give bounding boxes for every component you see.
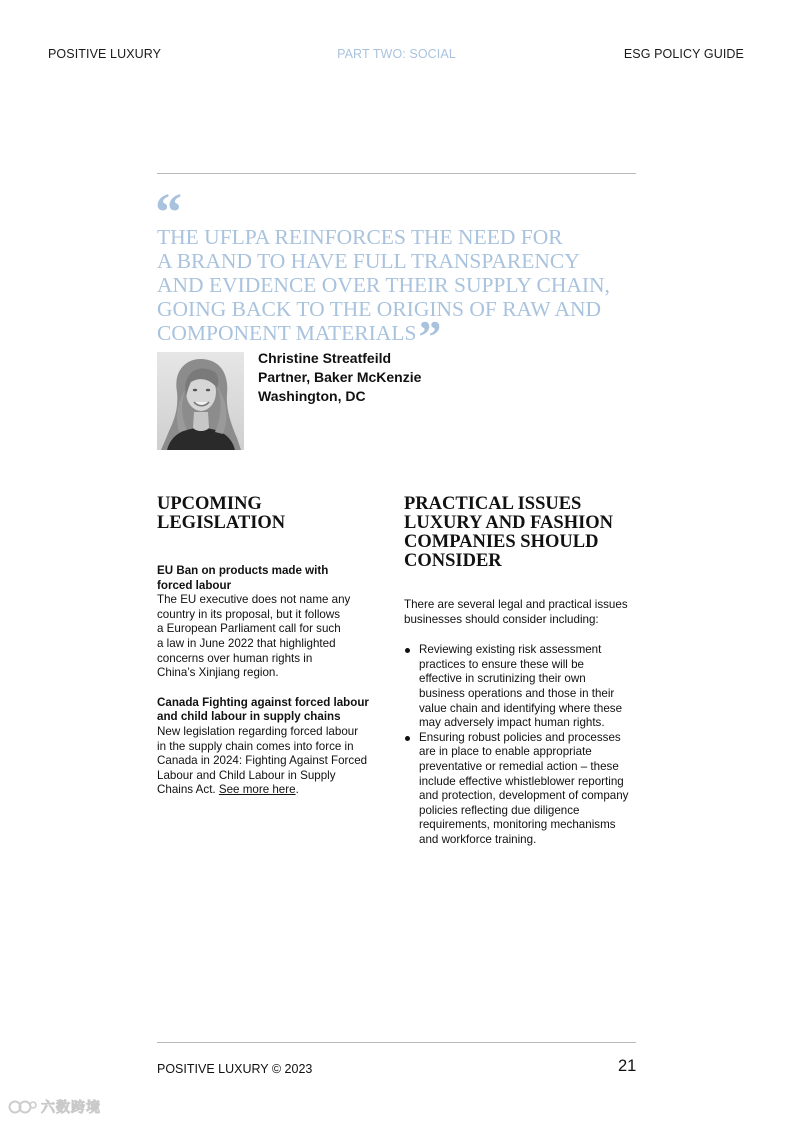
- eu-ban-body-line: China’s Xinjiang region.: [157, 666, 279, 680]
- canada-body-line: Canada in 2024: Fighting Against Forced: [157, 754, 368, 768]
- heading-line: LEGISLATION: [157, 513, 286, 533]
- practical-issues-section: [404, 495, 644, 848]
- bullet-line: policies reflecting due diligence: [419, 803, 580, 817]
- intro-line: businesses should consider including:: [404, 612, 599, 626]
- bullet-line: requirements, monitoring mechanisms: [419, 818, 616, 832]
- bullet-line: Reviewing existing risk assessment: [419, 643, 602, 657]
- footer-copyright: POSITIVE LUXURY © 2023: [157, 1062, 313, 1076]
- heading-line: LUXURY AND FASHION: [404, 513, 614, 533]
- bullet-line: Ensuring robust policies and processes: [419, 730, 621, 744]
- attribution-role: Partner, Baker McKenzie: [258, 369, 422, 385]
- intro-line: There are several legal and practical issues: [404, 598, 628, 611]
- canada-body-text: Chains Act.: [157, 783, 219, 797]
- bullet-line: and workforce training.: [419, 832, 537, 846]
- watermark: [8, 1097, 101, 1117]
- upcoming-legislation-section: [157, 495, 389, 798]
- bullet-line: effective in scrutinizing their own: [419, 672, 586, 686]
- bullet-line: include effective whistleblower reporting: [419, 774, 624, 788]
- quote-attribution: [258, 349, 421, 406]
- bullet-line: and protection, development of company: [419, 789, 629, 803]
- header-brand: POSITIVE LUXURY: [48, 47, 162, 61]
- heading-line: COMPANIES SHOULD: [404, 532, 599, 552]
- portrait-photo: [157, 352, 244, 450]
- bullet-line: business operations and those in their: [419, 686, 615, 700]
- watermark-logo-icon: [8, 1099, 38, 1115]
- practical-issues-list: [404, 643, 644, 847]
- bullet-icon: [405, 648, 410, 653]
- eu-ban-body-line: concerns over human rights in: [157, 651, 313, 665]
- bottom-divider: [157, 1042, 636, 1043]
- canada-title: and child labour in supply chains: [157, 710, 341, 724]
- bullet-line: value chain and identifying where these: [419, 701, 623, 715]
- heading-line: UPCOMING: [157, 494, 262, 514]
- bullet-line: practices to ensure these will be: [419, 657, 584, 671]
- eu-ban-title: EU Ban on products made with: [157, 564, 329, 577]
- header-section: PART TWO: SOCIAL: [337, 47, 456, 61]
- practical-issues-heading: [404, 495, 644, 571]
- bullet-icon: [405, 736, 410, 741]
- list-item: [404, 731, 644, 848]
- portrait-illustration: [157, 352, 244, 450]
- canada-block: [157, 696, 389, 798]
- eu-ban-body-line: The EU executive does not name any: [157, 593, 351, 607]
- eu-ban-body-line: a European Parliament call for such: [157, 622, 341, 636]
- list-item: [404, 643, 644, 731]
- canada-title: Canada Fighting against forced labour: [157, 695, 369, 709]
- heading-line: PRACTICAL ISSUES: [404, 494, 582, 514]
- quote-line: A BRAND TO HAVE FULL TRANSPARENCY: [157, 249, 580, 273]
- upcoming-legislation-heading: [157, 495, 389, 533]
- quote-line: THE UFLPA REINFORCES THE NEED FOR: [157, 225, 563, 249]
- watermark-text: 六数跨境: [41, 1099, 101, 1115]
- eu-ban-body-line: a law in June 2022 that highlighted: [157, 636, 336, 650]
- quote-line: COMPONENT MATERIALS: [157, 321, 417, 345]
- page-number: 21: [618, 1057, 637, 1075]
- bullet-line: preventative or remedial action – these: [419, 759, 619, 773]
- attribution-location: Washington, DC: [258, 388, 366, 404]
- eu-ban-body-line: country in its proposal, but it follows: [157, 607, 341, 621]
- open-quote-mark: “: [155, 182, 182, 242]
- canada-body-last-line: [157, 783, 389, 798]
- header-guide-title: ESG POLICY GUIDE: [623, 47, 744, 61]
- quote-line: GOING BACK TO THE ORIGINS OF RAW AND: [157, 297, 602, 321]
- top-divider: [157, 173, 636, 174]
- canada-body-line: Labour and Child Labour in Supply: [157, 768, 336, 782]
- eu-ban-title: forced labour: [157, 578, 232, 592]
- canada-body-line: in the supply chain comes into force in: [157, 739, 354, 753]
- attribution-name: Christine Streatfeild: [258, 350, 392, 366]
- practical-intro: [404, 598, 644, 627]
- eu-ban-block: [157, 564, 389, 681]
- close-quote-mark: ”: [418, 311, 442, 362]
- see-more-link[interactable]: See more here: [218, 783, 296, 797]
- bullet-line: may adversely impact human rights.: [419, 716, 605, 730]
- canada-body-text: .: [295, 783, 299, 797]
- heading-line: CONSIDER: [404, 551, 502, 571]
- quote-line: AND EVIDENCE OVER THEIR SUPPLY CHAIN,: [157, 273, 610, 297]
- canada-body-line: New legislation regarding forced labour: [157, 724, 359, 738]
- bullet-line: are in place to enable appropriate: [419, 745, 592, 759]
